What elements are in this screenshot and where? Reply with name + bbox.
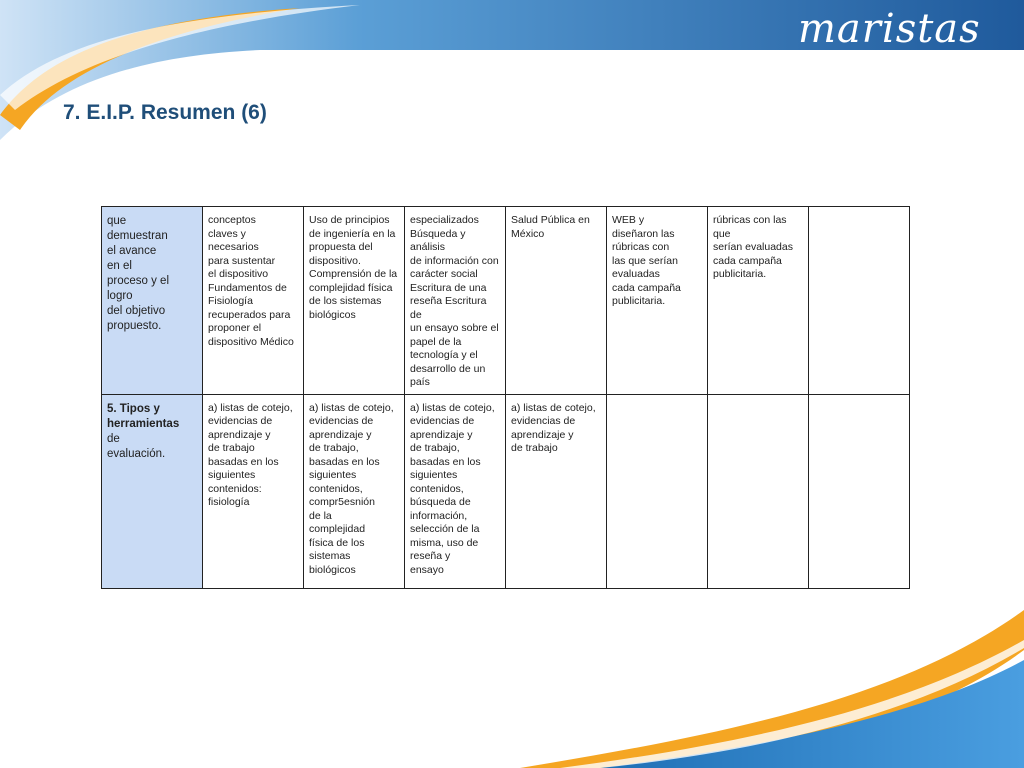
table-cell [506,207,607,395]
cell-text: especializados Búsqueda y análisis de información con carácter social Escritura de una reseña Escritura de un ensayo sobre el papel de la tecnología y el desarrollo de un país [410,214,499,388]
cell-text: a) listas de cotejo, evidencias de aprendizaje y de trabajo [511,401,596,454]
row-header-cell [102,207,203,395]
cell-text: rúbricas con las que serían evaluadas cada campaña publicitaria. [713,214,793,280]
cell-text: a) listas de cotejo, evidencias de aprendizaje y de trabajo, basadas en los siguientes contenidos, compr5esnión de la complejidad física de los sistemas biológicos [309,401,394,576]
brand-logo: maristas [798,6,981,52]
cell-text: WEB y diseñaron las rúbricas con las que serían evaluadas cada campaña publicitaria. [612,214,681,307]
table-cell [809,394,910,588]
row-header-cell [102,394,203,588]
table-row [102,207,910,395]
cell-text: Uso de principios de ingeniería en la propuesta del dispositivo. Comprensión de la complejidad física de los sistemas biológicos [309,214,398,321]
row-header-line: evaluación. [107,447,166,460]
table-cell [708,394,809,588]
cell-text: Salud Pública en México [511,214,590,240]
table-cell [203,207,304,395]
row-header-line: herramientas [107,417,180,430]
table-cell [506,394,607,588]
slide-title: 7. E.I.P. Resumen (6) [63,101,267,124]
table-cell [708,207,809,395]
row-header-line: 5. Tipos y [107,402,160,415]
cell-text: a) listas de cotejo, evidencias de aprendizaje y de trabajo, basadas en los siguientes contenidos, búsqueda de información, selección de la misma, uso de reseña y ensayo [410,401,495,576]
table-cell [203,394,304,588]
table-row [102,394,910,588]
cell-text: a) listas de cotejo, evidencias de aprendizaje y de trabajo basadas en los siguientes contenidos: fisiología [208,401,293,508]
summary-table [101,206,910,589]
table-cell [405,207,506,395]
cell-text [107,402,197,462]
table-cell [304,394,405,588]
table-cell [607,207,708,395]
table-cell [607,394,708,588]
table-cell [809,207,910,395]
table-cell [304,207,405,395]
cell-text: conceptos claves y necesarios para sustentar el dispositivo Fundamentos de Fisiología recuperados para proponer el dispositivo Médico [208,214,294,348]
table-cell [405,394,506,588]
cell-text: que demuestran el avance en el proceso y el logro del objetivo propuesto. [107,215,170,332]
row-header-line: de [107,432,120,445]
